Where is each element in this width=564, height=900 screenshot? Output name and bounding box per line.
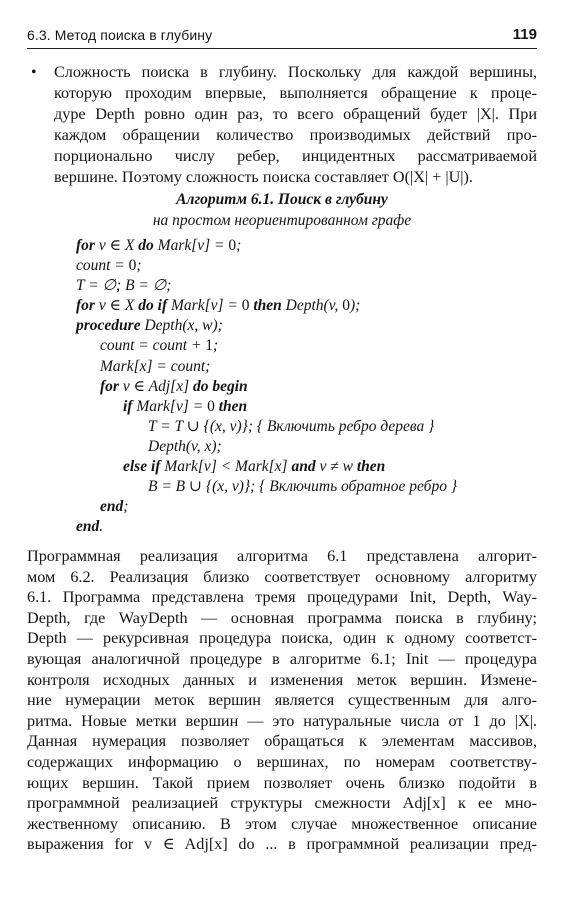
bullet-text: [54, 62, 537, 188]
paragraph-line: программной реализацией структуры смежности Adj[x] к ее мно-: [27, 794, 537, 813]
paragraph-line: 6.1. Программа представлена тремя процедурами Init, Depth, Way-: [27, 588, 537, 607]
paragraph-line: Данная нумерация позволяет обращаться к элементам массивов,: [27, 732, 537, 751]
complexity-bullet: [27, 62, 537, 188]
code-line: end.: [76, 518, 104, 536]
code-line: for v ∈ X do Mark[v] = 0;: [76, 237, 242, 254]
algorithm-title-line-2: на простом неориентированном графе: [152, 212, 412, 229]
bullet-line: каждом обращении количество производимых действий про-: [54, 126, 537, 144]
code-line: T = ∅; B = ∅;: [76, 277, 172, 295]
paragraph-line: вующая аналогичной процедуре в алгоритме 6.1; Init — процедура: [27, 649, 537, 668]
paragraph-line: Программная реализация алгоритма 6.1 представлена алгорит-: [27, 547, 537, 565]
code-line: Depth(v, x);: [148, 437, 222, 455]
bullet-line: Сложность поиска в глубину. Поскольку для каждой вершины,: [54, 63, 537, 81]
running-header: [27, 26, 537, 49]
bullet-line: которую проходим впервые, выполняется обращение к проце-: [54, 84, 537, 102]
code-line: procedure Depth(x, w);: [76, 317, 223, 335]
code-line: end;: [100, 498, 129, 516]
bullet-line: вершине. Поэтому сложность поиска составляет O(|X| + |U|).: [54, 168, 473, 186]
bullet-mark: •: [31, 64, 37, 81]
code-line: for v ∈ Adj[x] do begin: [100, 377, 248, 395]
paragraph-line: Depth, где WayDepth — основная программа поиска в глубину;: [27, 608, 537, 627]
bullet-line: дуре Depth ровно один раз, то всего обращений будет |X|. При: [54, 105, 537, 123]
code-line: T = T ∪ {(x, v)}; { Включить ребро дерева }: [148, 417, 435, 435]
paragraph-line: контроля исходных данных и изменения меток вершин. Измене-: [27, 670, 537, 689]
code-line: B = B ∪ {(x, v)}; { Включить обратное ребро }: [148, 478, 458, 496]
body-paragraph: [27, 546, 537, 855]
paragraph-line: ритма. Новые метки вершин — это натуральные числа от 1 до |X|.: [27, 711, 537, 730]
paragraph-line: ющих вершин. Такой прием позволяет очень близко подойти в: [27, 773, 537, 792]
paragraph-line: жественному описанию. В этом случае множественное описание: [27, 814, 537, 833]
code-line: for v ∈ X do if Mark[v] = 0 then Depth(v, 0);: [76, 297, 361, 315]
code-line: Mark[x] = count;: [100, 357, 211, 375]
algorithm-title: [0, 189, 564, 231]
algorithm-title-line-1: Алгоритм 6.1. Поиск в глубину: [176, 191, 388, 208]
paragraph-line: мом 6.2. Реализация близко соответствует основному алгоритму: [27, 567, 537, 586]
code-line: else if Mark[v] < Mark[x] and v ≠ w then: [123, 458, 386, 476]
section-title: 6.3. Метод поиска в глубину: [27, 27, 213, 43]
paragraph-line: выражения for v ∈ Adj[x] do ... в программной реализации пред-: [27, 835, 537, 854]
algorithm-code: [76, 236, 546, 537]
bullet-line: порционально числу ребер, инцидентных рассматриваемой: [54, 147, 537, 165]
page-number: 119: [512, 26, 537, 43]
paragraph-line: содержащих информацию о вершинах, по номерам соответству-: [27, 752, 537, 771]
paragraph-line: Depth — рекурсивная процедура поиска, один к одному соответст-: [27, 629, 537, 648]
code-line: count = count + 1;: [100, 337, 219, 355]
code-line: if Mark[v] = 0 then: [123, 397, 248, 415]
code-line: count = 0;: [76, 257, 142, 275]
paragraph-line: ние нумерации меток вершин является существенным для алго-: [27, 691, 537, 710]
